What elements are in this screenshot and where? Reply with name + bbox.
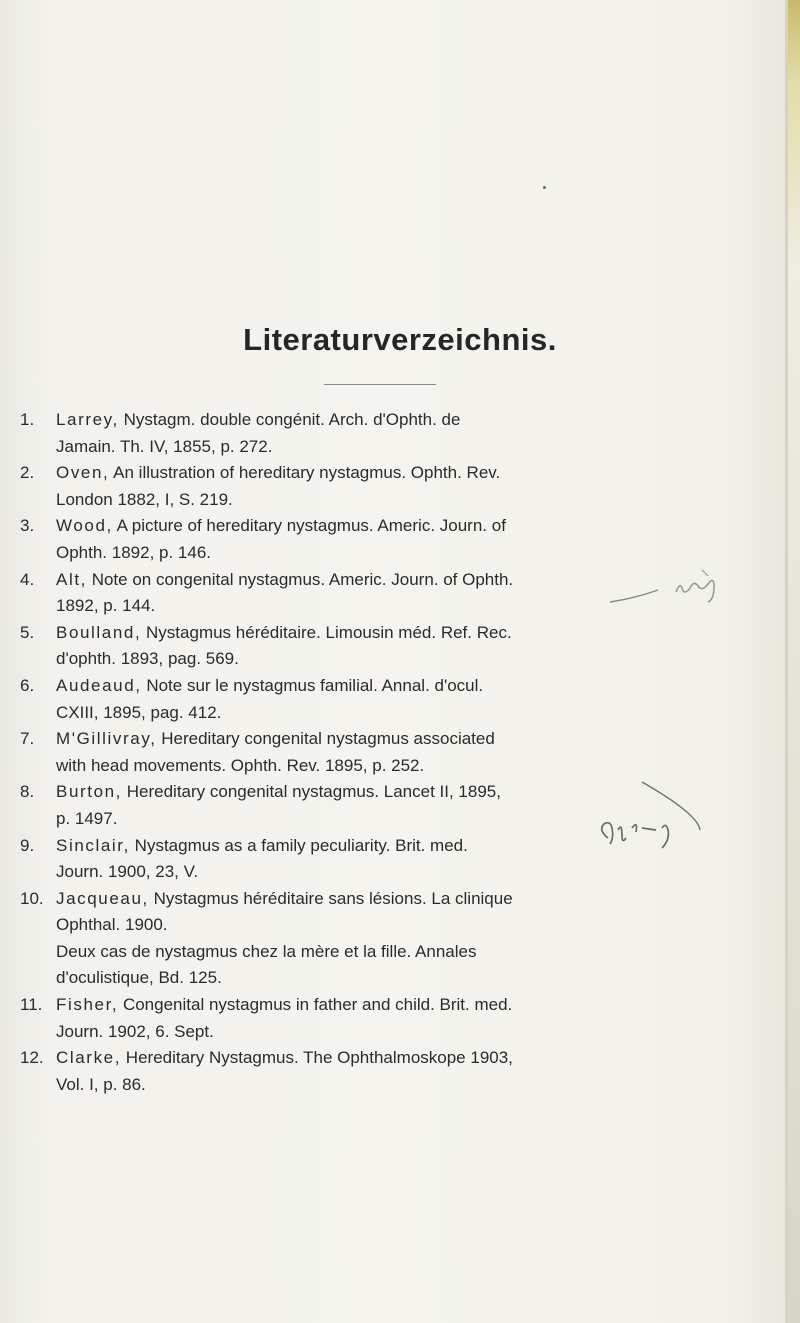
entry-number: 3. bbox=[20, 516, 35, 536]
entry-citation: An illustration of hereditary nystagmus. Ophth. Rev. bbox=[113, 463, 501, 483]
entry-author: Oven, bbox=[56, 463, 110, 483]
entry-number: 11. bbox=[20, 995, 43, 1015]
entry-citation: Nystagm. double congénit. Arch. d'Ophth. de bbox=[123, 410, 461, 429]
entry-citation: Note sur le nystagmus familial. Annal. d'ocul. bbox=[146, 675, 484, 695]
entry-author: Fisher, bbox=[56, 995, 119, 1015]
entry-author: Boulland, bbox=[56, 622, 142, 642]
entry-number: 10. bbox=[20, 888, 44, 908]
reference-entry-3 bbox=[20, 513, 620, 566]
entry-number: 5. bbox=[20, 622, 35, 642]
entry-citation-continued: Journ. 1900, 23, V. bbox=[56, 862, 199, 882]
entry-number: 1. bbox=[20, 410, 35, 429]
entry-number: 12. bbox=[20, 1048, 44, 1068]
reference-entry-5 bbox=[20, 620, 620, 673]
entry-citation: Nystagmus héréditaire sans lésions. La clinique bbox=[153, 888, 513, 908]
entry-citation-continued: Vol. I, p. 86. bbox=[56, 1074, 146, 1094]
entry-number: 4. bbox=[20, 569, 35, 589]
entry-citation: Hereditary congenital nystagmus associated bbox=[161, 729, 495, 749]
pencil-annotation-lower bbox=[578, 774, 718, 864]
entry-citation-continued: CXIII, 1895, pag. 412. bbox=[56, 702, 222, 722]
entry-citation-continued: 1892, p. 144. bbox=[56, 596, 156, 616]
entry-citation: Note on congenital nystagmus. Americ. Journ. of Ophth. bbox=[91, 569, 514, 589]
entry-citation-continued: Journ. 1902, 6. Sept. bbox=[56, 1021, 214, 1041]
entry-citation: Nystagmus as a family peculiarity. Brit. med. bbox=[134, 835, 468, 855]
entry-citation-continued: p. 1497. bbox=[56, 808, 118, 828]
title-underline bbox=[324, 384, 436, 385]
entry-number: 8. bbox=[20, 782, 35, 802]
entry-citation: Hereditary Nystagmus. The Ophthalmoskope 1903, bbox=[125, 1048, 513, 1068]
page-title: Literaturverzeichnis. bbox=[243, 322, 557, 357]
page-edge bbox=[788, 0, 800, 1323]
entry-citation: Congenital nystagmus in father and child. Brit. med. bbox=[122, 995, 513, 1015]
entry-author: M'Gillivray, bbox=[56, 729, 157, 749]
reference-entry-11 bbox=[20, 992, 620, 1045]
reference-entry-12 bbox=[20, 1045, 620, 1098]
pencil-annotation-upper bbox=[606, 562, 726, 616]
reference-entry-9 bbox=[20, 833, 620, 886]
reference-entry-2 bbox=[20, 460, 620, 513]
entry-author: Wood, bbox=[56, 516, 113, 536]
entry-author: Jacqueau, bbox=[56, 888, 149, 908]
entry-citation: A picture of hereditary nystagmus. Americ. Journ. of bbox=[116, 516, 506, 536]
entry-number: 6. bbox=[20, 675, 35, 695]
entry-number: 2. bbox=[20, 463, 35, 483]
entry-author: Burton, bbox=[56, 782, 123, 802]
entry-citation-continued: Ophthal. 1900. bbox=[56, 915, 168, 935]
reference-entry-6 bbox=[20, 673, 620, 726]
addendum-citation: Deux cas de nystagmus chez la mère et la fille. Annales bbox=[56, 941, 477, 961]
entry-citation: Hereditary congenital nystagmus. Lancet II, 1895, bbox=[126, 782, 501, 802]
entry-citation-continued: d'ophth. 1893, pag. 569. bbox=[56, 649, 239, 669]
paper-speck bbox=[543, 186, 546, 189]
entry-author: Audeaud, bbox=[56, 675, 142, 695]
entry-author: Clarke, bbox=[56, 1048, 122, 1068]
entry-citation-continued: with head movements. Ophth. Rev. 1895, p. 252. bbox=[56, 755, 425, 775]
entry-citation-continued: London 1882, I, S. 219. bbox=[56, 489, 233, 509]
entry-number: 7. bbox=[20, 729, 35, 749]
addendum-citation-continued: d'oculistique, Bd. 125. bbox=[56, 968, 222, 988]
reference-entry-1 bbox=[20, 407, 620, 460]
reference-entry-8 bbox=[20, 779, 620, 832]
reference-entry-7 bbox=[20, 726, 620, 779]
reference-list bbox=[20, 407, 620, 1098]
entry-citation: Nystagmus héréditaire. Limousin méd. Ref. Rec. bbox=[146, 622, 512, 642]
reference-entry-4 bbox=[20, 567, 620, 620]
reference-entry-10-addendum bbox=[20, 939, 620, 992]
entry-citation-continued: Jamain. Th. IV, 1855, p. 272. bbox=[56, 436, 273, 456]
reference-entry-10 bbox=[20, 886, 620, 939]
entry-citation-continued: Ophth. 1892, p. 146. bbox=[56, 542, 212, 562]
entry-author: Alt, bbox=[56, 569, 87, 589]
entry-author: Sinclair, bbox=[56, 835, 130, 855]
entry-author: Larrey, bbox=[56, 410, 119, 429]
entry-number: 9. bbox=[20, 835, 35, 855]
